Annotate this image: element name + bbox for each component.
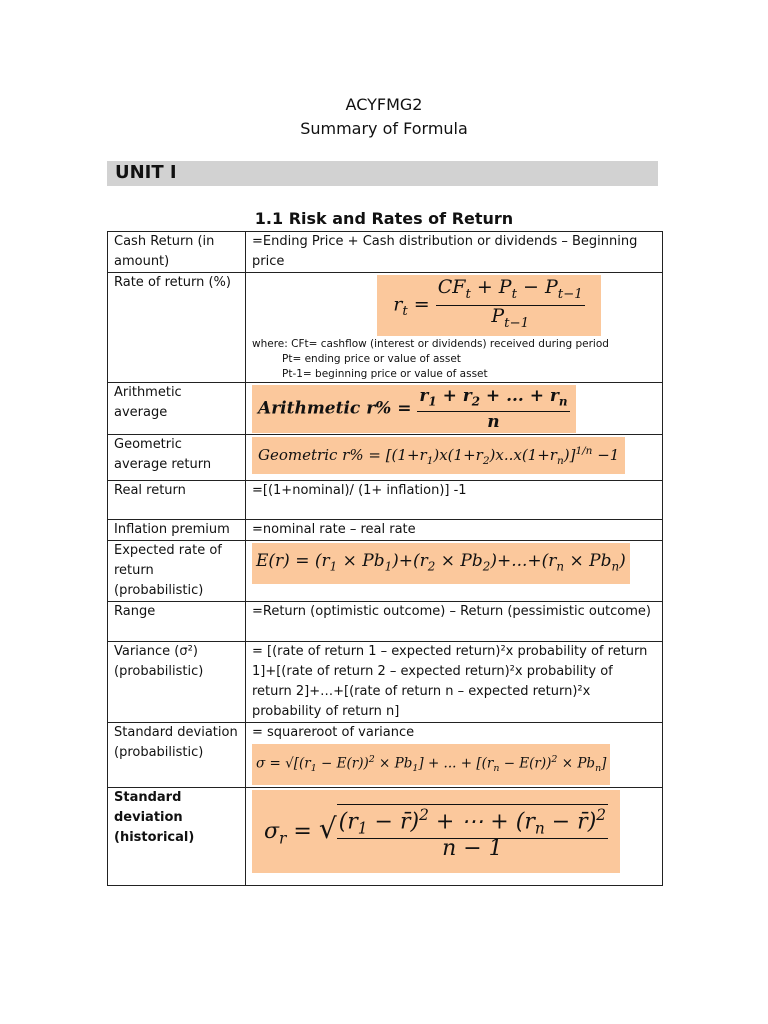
- unit-label: UNIT I: [115, 162, 177, 183]
- row-formula: [246, 434, 663, 480]
- where-ending-price: Pt= ending price or value of asset: [282, 352, 461, 365]
- row-formula-text: =Ending Price + Cash distribution or dividends – Beginning price: [246, 232, 663, 273]
- section-title: 1.1 Risk and Rates of Return: [254, 209, 514, 228]
- geometric-formula: Geometric $r\% = [(1+r_1)x(1+r_2)x..x(1+r_n)]^{1/n} -1$: [252, 437, 625, 474]
- course-code: ACYFMG2: [345, 95, 423, 114]
- where-cashflow: where: CFt= cashflow (interest or dividends) received during period: [252, 337, 609, 350]
- expected-return-formula: $E(r) = (r_1 \times Pb_1)+(r_2 \times Pb_2)+...+(r_n \times Pb_n)$: [252, 543, 630, 584]
- formula-table: [107, 231, 663, 886]
- row-formula-text: =[(1+nominal)/ (1+ inflation)] -1: [246, 480, 663, 519]
- table-row: [108, 232, 663, 273]
- table-row: [108, 480, 663, 519]
- rate-of-return-formula: $r_t$ = $\frac{CF_t + P_t - P_{t-1}}{P_{t-1}}$: [377, 275, 600, 336]
- row-label: Rate of return (%): [108, 273, 246, 383]
- where-beginning-price: Pt-1= beginning price or value of asset: [282, 367, 488, 380]
- table-row: [108, 641, 663, 722]
- row-formula-text: = squareroot of variance: [252, 724, 415, 740]
- row-label: Range: [108, 601, 246, 641]
- row-formula-text: =nominal rate – real rate: [246, 519, 663, 540]
- row-formula: [246, 722, 663, 787]
- std-dev-probabilistic-formula: $\sigma = √[(r_1 - E(r))^2 \times Pb_1]$ + ... + $[(r_n - E(r))^2 \times Pb_n]$: [252, 744, 610, 785]
- row-label: Variance (σ²) (probabilistic): [108, 641, 246, 722]
- table-row: [108, 722, 663, 787]
- row-formula: [246, 273, 663, 383]
- row-formula: [246, 540, 663, 601]
- row-label: Real return: [108, 480, 246, 519]
- table-row: [108, 519, 663, 540]
- table-row: [108, 434, 663, 480]
- row-label: Geometric average return: [108, 434, 246, 480]
- row-label: Cash Return (in amount): [108, 232, 246, 273]
- row-label-bold: Standard deviation (historical): [108, 787, 246, 885]
- row-formula-text: = [(rate of return 1 – expected return)²x probability of return 1]+[(rate of return 2 – expected return)²x probability of return 2]+…+[(rate of return n – expected return)²x probability of return n]: [246, 641, 663, 722]
- row-label: Expected rate of return (probabilistic): [108, 540, 246, 601]
- table-row: [108, 273, 663, 383]
- row-label: Arithmetic average: [108, 382, 246, 434]
- std-dev-historical-formula: $\sigma_r$ = √ $\frac{(r_1 - r̄)^2 + \cdots + (r_n - r̄)^2}{n - 1}$: [252, 790, 620, 874]
- row-formula: [246, 382, 663, 434]
- document-subtitle: Summary of Formula: [300, 119, 468, 138]
- table-row: [108, 540, 663, 601]
- row-label: Inflation premium: [108, 519, 246, 540]
- row-formula-text: =Return (optimistic outcome) – Return (pessimistic outcome): [246, 601, 663, 641]
- table-row: [108, 382, 663, 434]
- table-row: [108, 787, 663, 885]
- row-label: Standard deviation (probabilistic): [108, 722, 246, 787]
- row-formula: [246, 787, 663, 885]
- unit-header-bar: [107, 161, 658, 186]
- arithmetic-formula: Arithmetic r% = $\frac{r_1 + r_2 + ... + r_n}{n}$: [252, 385, 576, 433]
- table-row: [108, 601, 663, 641]
